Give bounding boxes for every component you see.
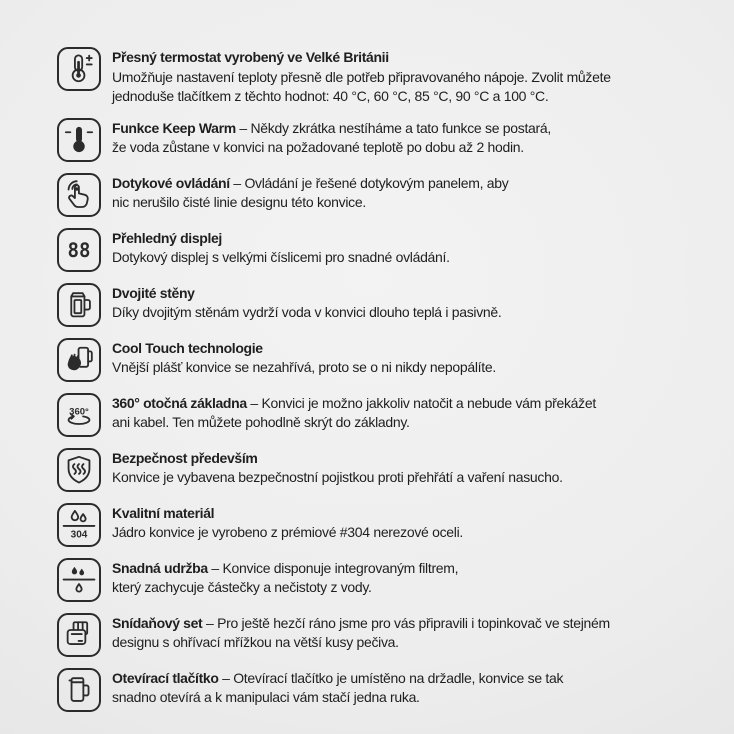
feature-title: Přesný termostat vyrobený ve Velké Británii — [112, 49, 389, 65]
icon-box — [57, 47, 101, 91]
feature-desc-line: Dotykový displej s velkými číslicemi pro snadné ovládání. — [112, 249, 450, 265]
feature-desc-line: Ovládání je řešené dotykovým panelem, aby — [244, 174, 509, 191]
feature-desc-line: Konvici je možno jakkoliv natočit a nebude vám překážet — [261, 394, 596, 411]
feature-row-maintenance — [57, 558, 611, 602]
icon-box — [57, 503, 101, 547]
feature-row-safety — [57, 448, 611, 492]
icon-box — [57, 448, 101, 492]
feature-desc-line: Otevírací tlačítko je umístěno na držadle, konvice se tak — [233, 669, 564, 686]
open-lid-kettle-icon — [59, 670, 99, 710]
feature-title: Bezpečnost především — [112, 449, 258, 466]
feature-row-thermostat — [57, 47, 611, 107]
keep-warm-thermometer-icon — [59, 120, 99, 160]
svg-text:360°: 360° — [69, 406, 89, 418]
touch-control-icon — [59, 175, 99, 215]
material-304-drops-icon — [59, 505, 99, 545]
icon-box — [57, 118, 101, 162]
icon-box — [57, 393, 101, 437]
feature-title: Dvojité stěny — [112, 284, 195, 301]
feature-title: Otevírací tlačítko — [112, 669, 219, 686]
toaster-breakfast-set-icon — [59, 615, 99, 655]
icon-box — [57, 228, 101, 272]
feature-row-breakfast-set — [57, 613, 611, 657]
feature-text — [112, 283, 502, 323]
icon-box — [57, 668, 101, 712]
svg-text:88: 88 — [67, 238, 91, 262]
water-filter-drops-icon — [59, 560, 99, 600]
double-wall-kettle-icon — [59, 285, 99, 325]
feature-desc-line: Pro ještě hezčí ráno jsme pro vás připravili i topinkovač ve stejném — [217, 614, 610, 631]
feature-text — [112, 173, 508, 213]
feature-row-material — [57, 503, 611, 547]
feature-row-display — [57, 228, 611, 272]
feature-desc-line: Konvice je vybavena bezpečnostní pojistkou proti přehřátí a vaření nasucho. — [112, 469, 563, 485]
feature-desc-line: nic nerušilo čisté linie designu této konvice. — [112, 194, 366, 210]
dash-separator: – — [233, 174, 241, 191]
feature-text — [112, 118, 551, 158]
feature-list — [57, 47, 611, 712]
feature-text — [112, 228, 450, 268]
dash-separator: – — [239, 119, 247, 136]
icon-box — [57, 283, 101, 327]
feature-title: Funkce Keep Warm — [112, 119, 236, 136]
feature-row-rotating-base — [57, 393, 611, 437]
feature-title: Kvalitní materiál — [112, 504, 215, 521]
feature-desc-line: Díky dvojitým stěnám vydrží voda v konvici dlouho teplá i pasivně. — [112, 304, 502, 320]
feature-desc-line: Vnější plášť konvice se nezahřívá, proto se o ni nikdy nepopálíte. — [112, 359, 496, 375]
thermostat-plus-minus-icon — [59, 49, 99, 89]
feature-desc-line: jednoduše tlačítkem z těchto hodnot: 40 °C, 60 °C, 85 °C, 90 °C a 100 °C. — [112, 88, 549, 104]
rotating-base-360-icon — [59, 395, 99, 435]
feature-text — [112, 558, 458, 598]
feature-text — [112, 393, 596, 433]
dash-separator: – — [211, 559, 219, 576]
dash-separator: – — [205, 614, 214, 631]
feature-desc-line: který zachycuje částečky a nečistoty z vody. — [112, 579, 372, 595]
feature-title: Dotykové ovládání — [112, 174, 230, 191]
feature-desc-line: že voda zůstane v konvici na požadované teplotě po dobu až 2 hodin. — [112, 139, 524, 155]
feature-text — [112, 338, 496, 378]
feature-title: Cool Touch technologie — [112, 339, 263, 356]
feature-row-touch-control — [57, 173, 611, 217]
digital-display-icon — [59, 230, 99, 270]
icon-box — [57, 173, 101, 217]
safety-shield-icon — [59, 450, 99, 490]
feature-row-double-walls — [57, 283, 611, 327]
feature-text — [112, 613, 610, 653]
feature-text — [112, 668, 563, 708]
feature-row-open-button — [57, 668, 611, 712]
dash-separator: – — [250, 394, 258, 411]
feature-title: Snídaňový set — [112, 614, 203, 631]
cool-touch-hand-icon — [59, 340, 99, 380]
feature-row-cool-touch — [57, 338, 611, 382]
feature-desc-line: Jádro konvice je vyrobeno z prémiové #304 nerezové oceli. — [112, 524, 463, 540]
feature-title: Přehledný displej — [112, 229, 222, 246]
icon-box — [57, 338, 101, 382]
feature-text — [112, 448, 563, 488]
feature-desc-line: ani kabel. Ten můžete pohodlně skrýt do základny. — [112, 414, 410, 430]
feature-title: 360° otočná základna — [112, 394, 247, 411]
icon-box — [57, 558, 101, 602]
feature-desc-line: Někdy zkrátka nestíháme a tato funkce se postará, — [250, 119, 551, 136]
feature-title: Snadná udržba — [112, 559, 208, 576]
feature-row-keep-warm — [57, 118, 611, 162]
feature-desc-line: snadno otevírá a k manipulaci vám stačí jedna ruka. — [112, 689, 420, 705]
feature-desc-line: Umožňuje nastavení teploty přesně dle potřeb připravovaného nápoje. Zvolit můžete — [112, 68, 611, 85]
feature-text — [112, 503, 463, 543]
feature-desc-line: designu s ohřívací mřížkou na větší kusy pečiva. — [112, 634, 399, 650]
icon-box — [57, 613, 101, 657]
feature-text — [112, 47, 611, 107]
feature-desc-line: Konvice disponuje integrovaným filtrem, — [222, 559, 459, 576]
dash-separator: – — [222, 669, 230, 686]
svg-text:304: 304 — [70, 528, 88, 540]
